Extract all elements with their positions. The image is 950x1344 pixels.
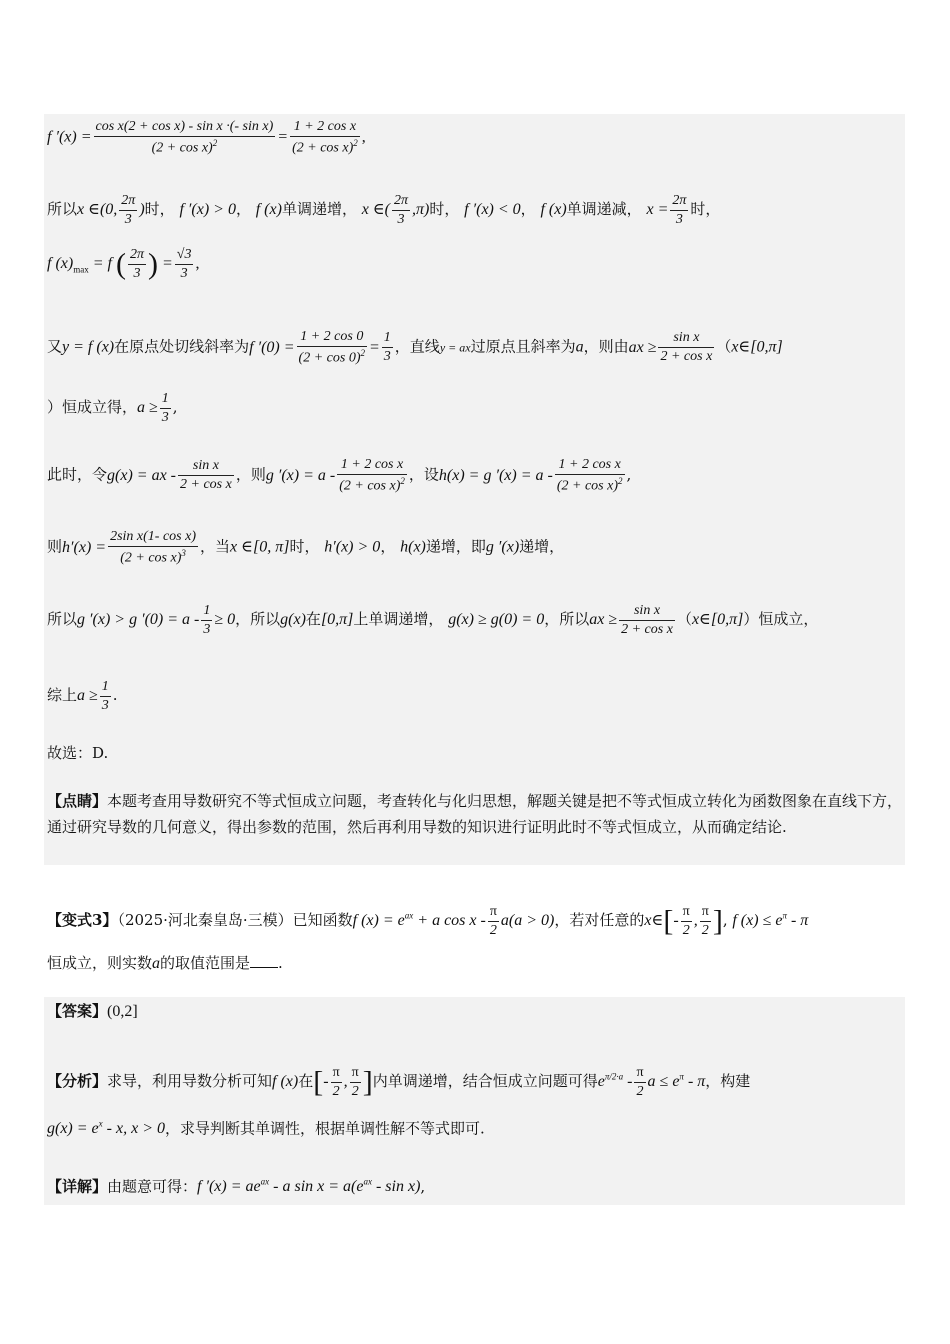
define-g-line: 此时，令g(x) = ax - $\frac{\text{sin x}}{\text{2 + cos x}}$ ，则g ′(x) = a - $\frac{\text{1 + 2 cos x}}{(2 + \cos x)^2}$ ，设h(x) = g ′(x) = a - $\frac{\text{1 + 2 cos x}}{(2 + \cos x)^2}$ , xyxy=(47,457,632,494)
text-comma: ， xyxy=(200,537,216,556)
answer-background xyxy=(44,997,905,1205)
choice-line: 故选：D. xyxy=(47,744,109,762)
text-when: 时， xyxy=(429,200,460,219)
comment-text: 本题考查用导数研究不等式恒成立问题，考查转化与化归思想，解题关键是把不等式恒成立转化为函数图象在直线下方，通过研究导数的几何意义，得出参数的范围，然后再利用导数的知识进行证明此时不等式恒成立，从而确定结论. xyxy=(47,792,903,836)
text-so2: ，所以 xyxy=(544,610,590,629)
detail-text: 由题意可得： xyxy=(107,1177,198,1196)
text-so2: ，所以 xyxy=(235,610,281,629)
variant-source: （2025·河北秦皇岛·三模）已知函数 xyxy=(117,911,353,930)
detail-line: 【详解】由题意可得：f $'(x) = ae^{ax} - a$ $\sin x = a(e^{ax} - \sin x)$, xyxy=(47,1177,426,1196)
text-dec: 单调递减， xyxy=(566,200,642,219)
text-comma: ， xyxy=(235,200,251,219)
tangent-line: 又y = f (x)在原点处切线斜率为f ′(0) = $\frac{1 + 2 \cos 0}{(2 + \cos 0)^2}$ = $\frac{1}{3}$ ，直线y = ax过原点且斜率为a，则由ax ≥ $\frac{\text{sin x}}{\text{2 + cos x}}$ （x∈[0,π] xyxy=(47,329,783,366)
answer-line xyxy=(47,1004,138,1020)
text-then2: 则 xyxy=(47,537,63,556)
analysis-label: 【分析】 xyxy=(47,1072,108,1091)
comment-label: 【点睛】 xyxy=(47,792,108,810)
variant-line2: 恒成立，则实数a的取值范围是 . xyxy=(47,954,283,972)
text-set: 设 xyxy=(423,465,439,484)
text-through: 过原点且斜率为 xyxy=(470,337,576,356)
variant-mid: ，若对任意的 xyxy=(554,911,645,930)
analysis-line: 【分析】求导，利用导数分析可知f (x)在[- $\frac{\pi}{2}$ , $\frac{\pi}{2}$ ]内单调递增，结合恒成立问题可得$e^{\pi/2\cdot a}$ - $\frac{\pi}{2}$ $a \le e^\pi - \pi$，构建 xyxy=(47,1065,751,1099)
text-again: 又 xyxy=(47,337,63,356)
text-then: ，则 xyxy=(235,465,266,484)
variant-line: 【变式3】（2025·河北秦皇岛·三模）已知函数f $(x) = e^{ax} + a$ cos x - $\frac{\pi}{2}$ a(a > 0)，若对任意的x∈[- $\frac{\pi}{2}$ , $\frac{\pi}{2}$ ], f $(x) \le e^\pi - \pi$ xyxy=(47,904,809,938)
holds-line: ）恒成立得，a ≥ $\frac{1}{3}$ , xyxy=(47,391,178,425)
comment-block xyxy=(47,788,903,840)
text-then-by: ，则由 xyxy=(583,337,629,356)
text-when2: 当 xyxy=(215,537,231,556)
text-when: 时， xyxy=(690,200,721,219)
text-increasing: 递增，即 xyxy=(425,537,486,556)
variant-end2: 的取值范围是 xyxy=(160,954,251,972)
eq-max: f $(x)_{max} = f$ ( $\frac{2\pi}{3}$ ) = $\frac{√3}{3}$ , xyxy=(47,247,200,281)
text-comma: ， xyxy=(380,537,396,556)
eq-derivative: f ′(x) = $\frac{\text{cos x(2 + cos x) - sin x ·(- sin x)}}{(2 + \cos x)^2}$ = $\frac{\text{1 + 2 cos x}}{(2 + \cos x)^2}$ , xyxy=(47,119,366,156)
answer-value: (0,2] xyxy=(107,1003,138,1020)
define-h-line: 则h′(x) = $\frac{\text{2sin x(1- cos x)}}{(2 + \cos x)^3}$ ，当x ∈[0, π]时， h′(x) > 0， h(x)递增，即g ′(x)递增， xyxy=(47,529,565,566)
monotonicity-line: 所以x ∈(0, $\frac{2\pi}{3}$ )时， f ′(x) > 0， f (x)单调递增， x ∈( $\frac{2\pi}{3}$ ,π)时， f ′(x) < 0， f (x)单调递减， x = $\frac{2\pi}{3}$ 时， xyxy=(47,193,721,227)
answer-label: 【答案】 xyxy=(47,1002,108,1020)
text-mono-inc: 上单调递增， xyxy=(353,610,444,629)
analysis-text2: 内单调递增，结合恒成立问题可得 xyxy=(372,1072,598,1091)
text-tangent: 在原点处切线斜率为 xyxy=(114,337,250,356)
text-summary: 综上 xyxy=(47,686,78,705)
text-on: 在 xyxy=(298,1072,314,1091)
text-so: 所以 xyxy=(47,610,78,629)
analysis-text4: ，求导判断其单调性，根据单调性解不等式即可. xyxy=(164,1119,485,1138)
summary-line: 综上a ≥ $\frac{1}{3}$ . xyxy=(47,679,118,713)
conclude-line: 所以g ′(x) > g ′(0) = a - $\frac{1}{3}$ ≥ 0，所以g(x)在[0,π]上单调递增， g(x) ≥ g(0) = 0，所以ax ≥ $\frac{\text{sin x}}{\text{2 + cos x}}$ （x∈[0,π]）恒成立， xyxy=(47,603,819,637)
text-so: 所以 xyxy=(47,200,78,219)
text-increasing2: 递增， xyxy=(519,537,565,556)
analysis-text1: 求导，利用导数分析可知 xyxy=(107,1072,273,1091)
text-comma: ， xyxy=(394,337,410,356)
text-comma: ， xyxy=(520,200,536,219)
text-inc: 单调递增， xyxy=(281,200,357,219)
text-when: 时， xyxy=(289,537,320,556)
text-holds: 恒成立， xyxy=(758,610,819,629)
text-when: 时， xyxy=(144,200,175,219)
text-at-this: 此时，令 xyxy=(47,465,108,484)
analysis-line2: $g(x) = e^x - x$, x > 0，求导判断其单调性，根据单调性解不等式即可. xyxy=(47,1119,485,1138)
variant-label: 【变式3】 xyxy=(47,911,118,930)
variant-end: 恒成立，则实数 xyxy=(47,954,153,972)
text-comma: ， xyxy=(408,465,424,484)
text-line: 直线 xyxy=(409,337,440,356)
detail-label: 【详解】 xyxy=(47,1177,108,1196)
text-holds-get: ）恒成立得， xyxy=(47,398,138,417)
text-on: 在 xyxy=(305,610,321,629)
analysis-text3: ，构建 xyxy=(705,1072,751,1091)
answer-blank xyxy=(250,967,278,968)
